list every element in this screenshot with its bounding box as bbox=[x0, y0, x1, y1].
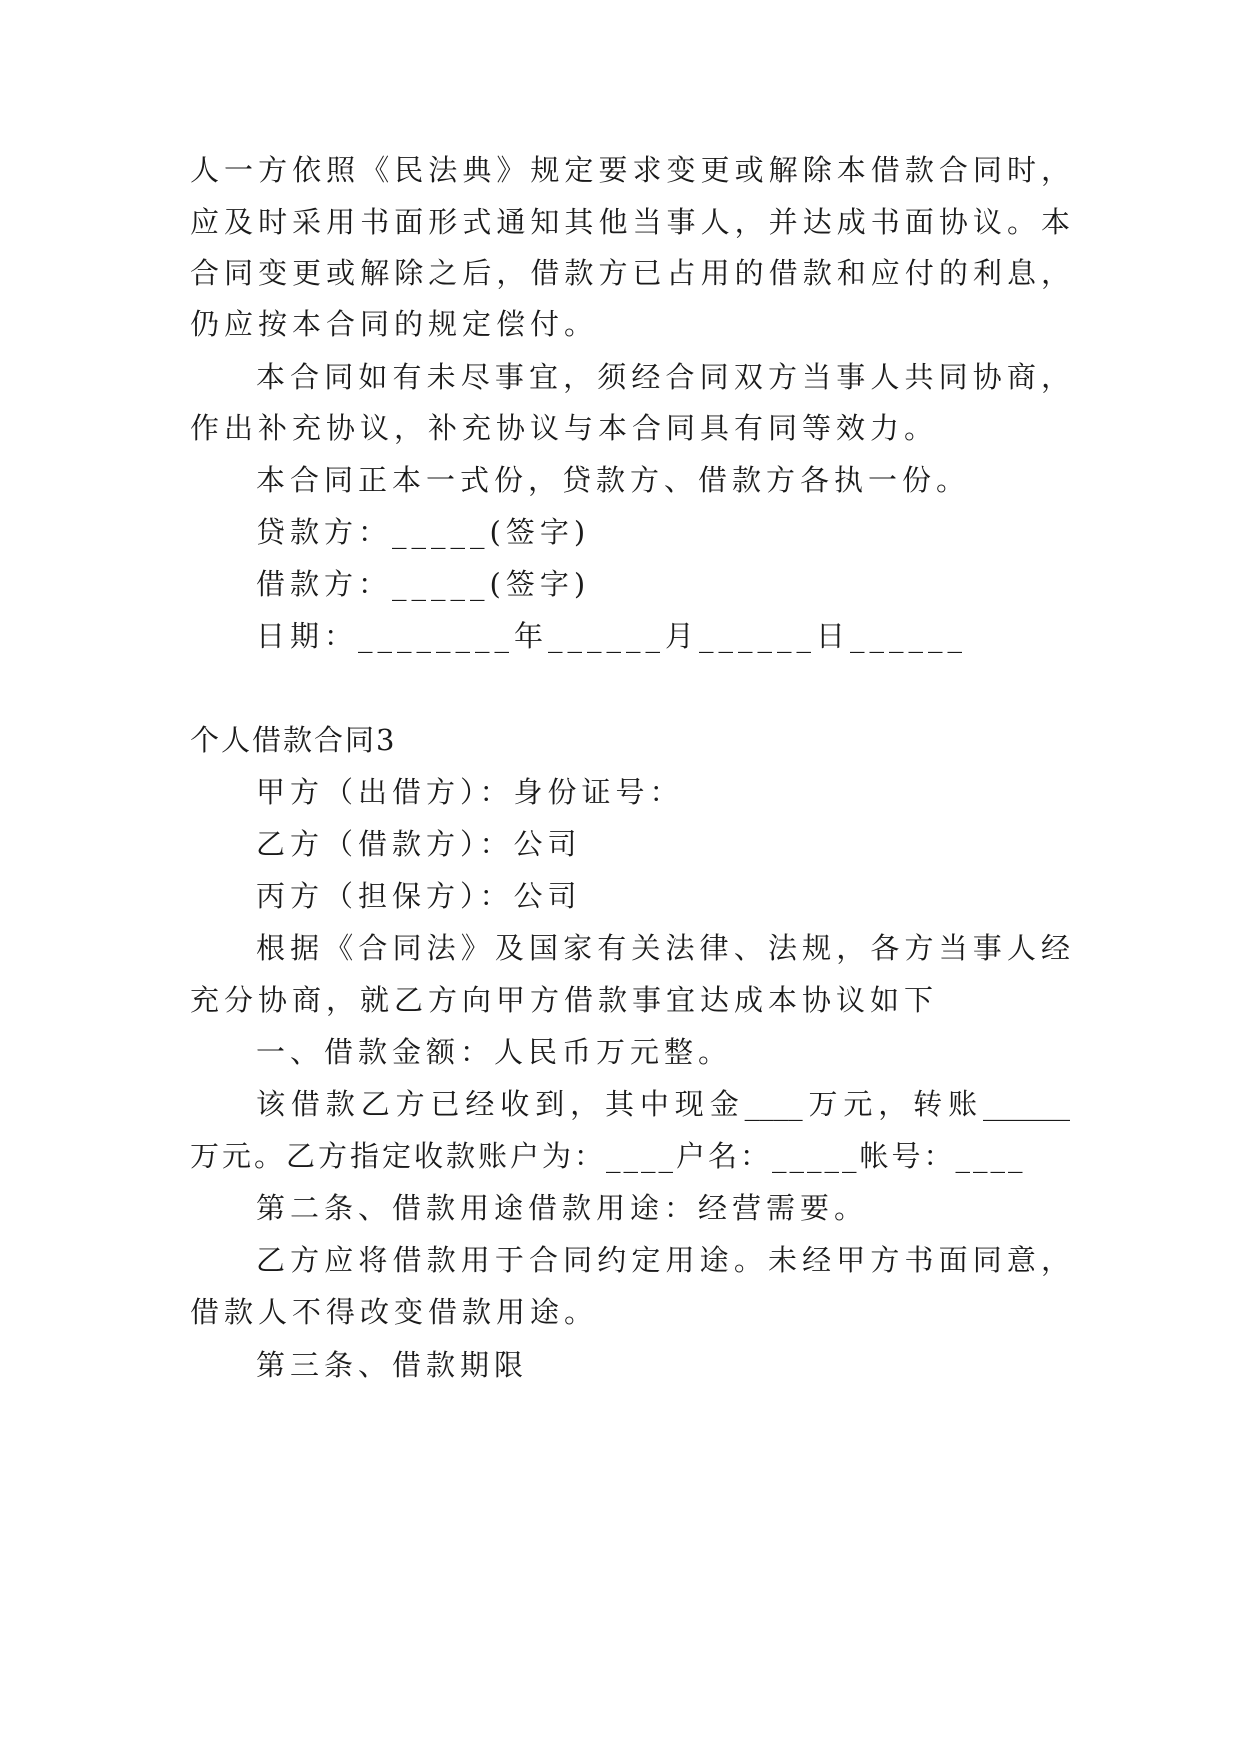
date-line: 日期：________年______月______日______ bbox=[256, 619, 968, 653]
contract-3-title: 个人借款合同3 bbox=[190, 723, 397, 757]
paragraph-1-line-1: 人一方依照《民法典》规定要求变更或解除本借款合同时， bbox=[190, 153, 1070, 187]
receipt-line-2: 万元。乙方指定收款账户为：____户名：_____帐号：____ bbox=[190, 1139, 1026, 1173]
copies-line: 本合同正本一式份，贷款方、借款方各执一份。 bbox=[256, 463, 971, 497]
receipt-line-1: 该借款乙方已经收到，其中现金____万元，转账______ bbox=[256, 1087, 1070, 1121]
lender-signature-line: 贷款方：_____(签字) bbox=[256, 515, 591, 549]
paragraph-1-line-3: 合同变更或解除之后，借款方已占用的借款和应付的利息， bbox=[190, 256, 1070, 290]
party-a-line: 甲方（出借方）：身份证号： bbox=[256, 775, 684, 809]
article-1-line: 一、借款金额：人民币万元整。 bbox=[256, 1035, 733, 1069]
party-b-line: 乙方（借款方）：公司 bbox=[256, 827, 582, 861]
paragraph-2-line-2: 作出补充协议，补充协议与本合同具有同等效力。 bbox=[190, 411, 939, 445]
article-3-heading: 第三条、借款期限 bbox=[256, 1348, 529, 1382]
paragraph-1-line-4: 仍应按本合同的规定偿付。 bbox=[190, 307, 599, 341]
usage-clause-line-1: 乙方应将借款用于合同约定用途。未经甲方书面同意， bbox=[256, 1243, 1070, 1277]
paragraph-1-line-2: 应及时采用书面形式通知其他当事人，并达成书面协议。本 bbox=[190, 205, 1070, 239]
paragraph-2-line-1: 本合同如有未尽事宜，须经合同双方当事人共同协商， bbox=[256, 360, 1070, 394]
party-c-line: 丙方（担保方）：公司 bbox=[256, 879, 582, 913]
usage-clause-line-2: 借款人不得改变借款用途。 bbox=[190, 1295, 599, 1329]
preamble-line-2: 充分协商，就乙方向甲方借款事宜达成本协议如下 bbox=[190, 983, 939, 1017]
borrower-signature-line: 借款方：_____(签字) bbox=[256, 567, 591, 601]
preamble-line-1: 根据《合同法》及国家有关法律、法规，各方当事人经 bbox=[256, 931, 1070, 965]
article-2-line: 第二条、借款用途借款用途：经营需要。 bbox=[256, 1191, 869, 1225]
